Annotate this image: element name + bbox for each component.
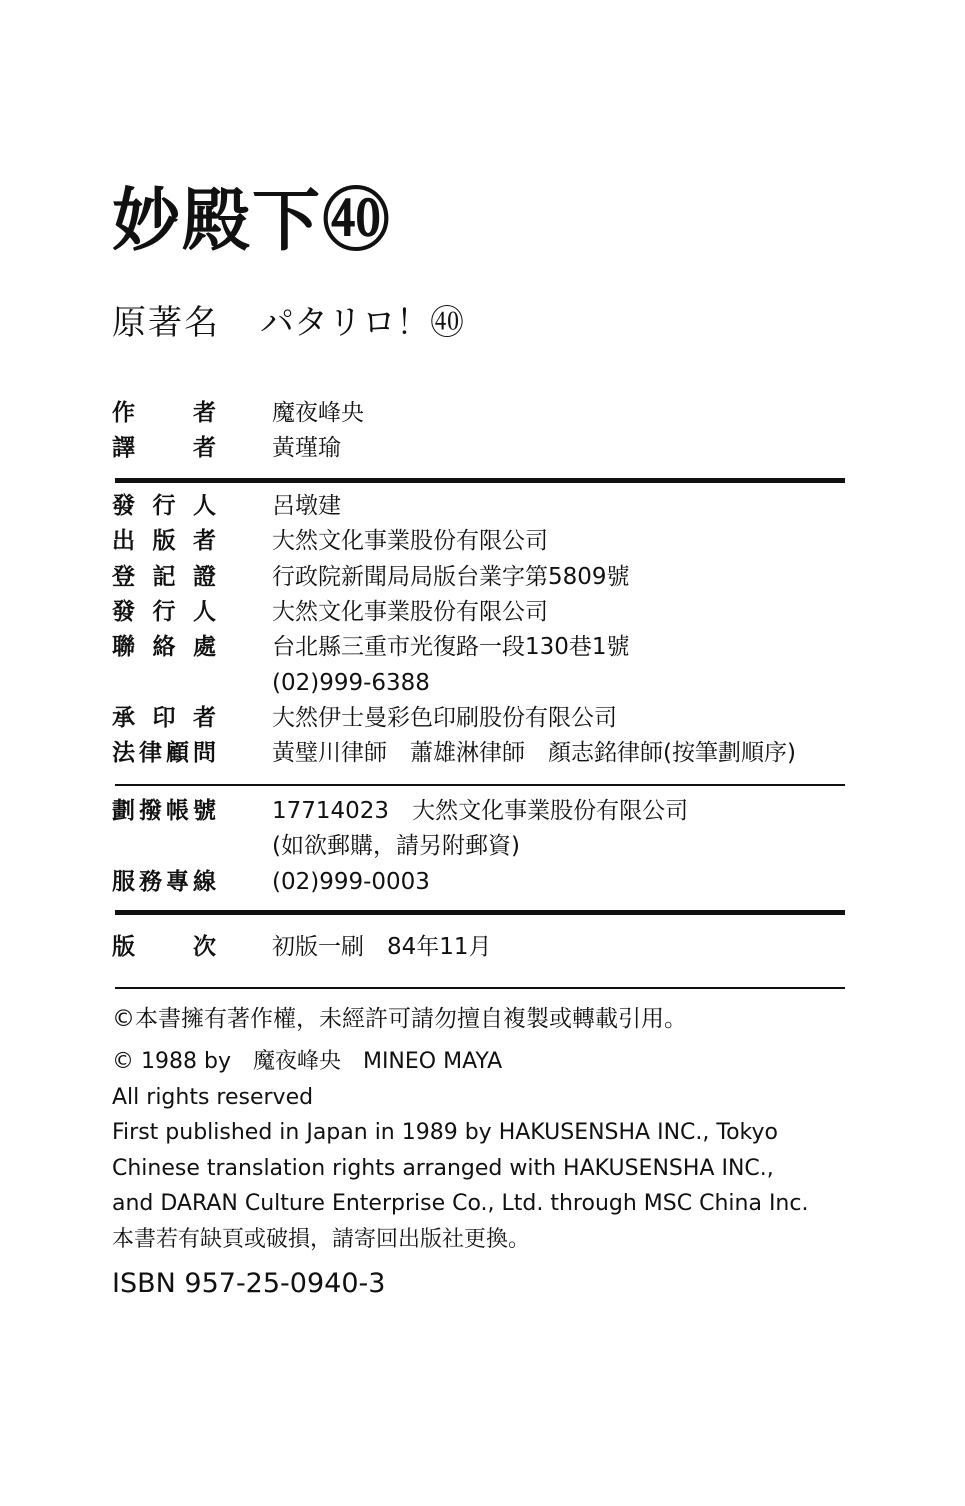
original-title bbox=[112, 303, 464, 343]
info-value: 行政院新聞局局版台業字第5809號 bbox=[272, 564, 630, 590]
info-value: 呂墩建 bbox=[272, 493, 341, 519]
edition-row bbox=[112, 934, 492, 960]
legal-label: 法律顧問 bbox=[112, 740, 216, 766]
legal-value: 黃璧川律師 蕭雄淋律師 顏志銘律師(按筆劃順序) bbox=[272, 740, 796, 766]
service-row bbox=[112, 869, 430, 895]
copyright-line: © 1988 by 魔夜峰央 MINEO MAYA bbox=[112, 1049, 503, 1074]
original-title-value: パタリロ！㊵ bbox=[260, 303, 464, 343]
edition-value: 初版一刷 84年11月 bbox=[272, 934, 492, 960]
transfer-note: (如欲郵購，請另附郵資) bbox=[272, 833, 520, 859]
defect-notice: 本書若有缺頁或破損，請寄回出版社更換。 bbox=[112, 1227, 531, 1252]
original-title-label: 原著名 bbox=[112, 303, 220, 343]
rights-reserved: All rights reserved bbox=[112, 1085, 314, 1110]
printer-value: 大然伊士曼彩色印刷股份有限公司 bbox=[272, 705, 617, 731]
info-label: 發行人 bbox=[112, 493, 216, 519]
edition-label: 版 次 bbox=[112, 934, 216, 960]
contact-phone: (02)999-6388 bbox=[272, 670, 430, 696]
copyright-notice: ©本書擁有著作權，未經許可請勿擅自複製或轉載引用。 bbox=[112, 1006, 687, 1032]
isbn: ISBN 957-25-0940-3 bbox=[112, 1268, 386, 1299]
credit-row-translator bbox=[112, 435, 341, 461]
transfer-label: 劃撥帳號 bbox=[112, 798, 216, 824]
book-title: 妙殿下㊵ bbox=[112, 182, 393, 261]
divider-thin bbox=[115, 784, 845, 786]
translation-rights-line-1: Chinese translation rights arranged with HAKUSENSHA INC., bbox=[112, 1156, 774, 1181]
info-value: 大然文化事業股份有限公司 bbox=[272, 528, 548, 554]
divider-thick bbox=[115, 478, 845, 483]
info-row bbox=[112, 564, 630, 590]
first-published: First published in Japan in 1989 by HAKUSENSHA INC., Tokyo bbox=[112, 1120, 778, 1145]
printer-label: 承印者 bbox=[112, 705, 216, 731]
divider-thick bbox=[115, 910, 845, 915]
printer-row bbox=[112, 705, 617, 731]
credit-label: 作 者 bbox=[112, 400, 216, 426]
info-label: 出版者 bbox=[112, 528, 216, 554]
info-row bbox=[112, 528, 548, 554]
transfer-row bbox=[112, 798, 689, 824]
info-row bbox=[112, 493, 341, 519]
info-label: 發行人 bbox=[112, 599, 216, 625]
divider-thin bbox=[115, 987, 845, 989]
credit-value: 黃瑾瑜 bbox=[272, 435, 341, 461]
legal-row bbox=[112, 740, 796, 766]
info-value: 台北縣三重市光復路一段130巷1號 bbox=[272, 634, 630, 660]
service-value: (02)999-0003 bbox=[272, 869, 430, 895]
translation-rights-line-2: and DARAN Culture Enterprise Co., Ltd. through MSC China Inc. bbox=[112, 1191, 809, 1216]
credit-value: 魔夜峰央 bbox=[272, 400, 364, 426]
info-label: 登記證 bbox=[112, 564, 216, 590]
credit-label: 譯 者 bbox=[112, 435, 216, 461]
info-row bbox=[112, 599, 548, 625]
service-label: 服務專線 bbox=[112, 869, 216, 895]
info-label: 聯絡處 bbox=[112, 634, 216, 660]
transfer-value: 17714023 大然文化事業股份有限公司 bbox=[272, 798, 689, 824]
info-row bbox=[112, 634, 630, 660]
credit-row-author bbox=[112, 400, 364, 426]
info-value: 大然文化事業股份有限公司 bbox=[272, 599, 548, 625]
